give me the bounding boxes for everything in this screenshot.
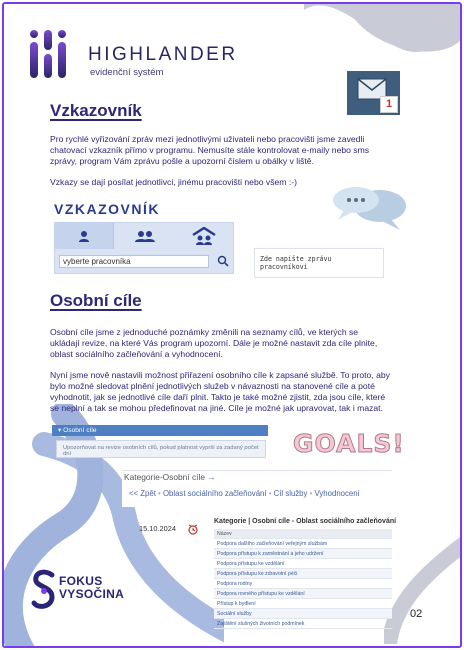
mail-notification[interactable] [347,71,400,115]
workplace-select-input[interactable]: vyberte pracovníka [59,255,209,268]
nav-oblast-link[interactable]: Oblast sociálního začleňování [162,489,267,498]
house-group-icon [192,227,216,245]
nav-cil-sluzby-link[interactable]: Cíl služby [273,489,308,498]
table-row[interactable]: Přístup k bydlení [214,599,392,609]
vzkazovnik-panel [54,222,234,274]
logo-subtitle: evidenční systém [90,67,164,78]
search-icon[interactable] [217,255,229,267]
logo-name: HIGHLANDER [88,44,238,65]
category-title: Kategorie-Osobní cíle → [124,472,216,482]
table-row[interactable]: Podpora přístupu ke vzdělání [214,559,392,569]
chat-bubbles-icon [330,184,410,232]
nav-back-link[interactable]: << Zpět [129,489,156,498]
highlander-logo-icon [28,28,76,80]
page [2,2,462,648]
tab-single-user[interactable] [55,223,114,249]
table-row[interactable]: Podpora přístupu ke zdravotní péči [214,569,392,579]
goals-panel-title: Osobní cíle [63,427,97,434]
table-row[interactable]: Podpora dalšího začleňování veřejným službám [214,539,392,549]
decorative-blob-bottom-right [384,524,462,644]
section-heading-vzkazovnik: Vzkazovník [50,101,142,120]
goals-panel-header [52,425,268,436]
footer-brand-line2: VYSOČINA [59,587,125,601]
goals-table [214,529,392,629]
section2-paragraph-1: Osobní cíle jsme z jednoduché poznámky změnili na seznamy cílů, ve kterých se ukládají revize, na které Vás program upozorní. Dále je možné nastavit zda cíle plnite, oblast sociálního začleňování a vyhodnocení. [50,327,378,359]
fokus-logo-icon [30,569,58,613]
footer-brand-line1: FOKUS [59,574,103,588]
table-title: Kategorie | Osobní cíle - Oblast sociálního začleňování [214,518,397,525]
section2-paragraph-2: Nyní jsme nově nastavili možnost přiřazení osobního cíle k zapsané službě. To proto, aby bylo možné sledovat plnění jednotlivých služeb v návaznosti na stanovené cíle a poté vyhodnotit, jak se jednotlivé cíle daří plnit. Takto je také možné zjistit, zda jsou cíle, které se neplní a tak se mohou předefinovat na jiné. Cíle je možné jak upravovat, tak i mazat. [50,370,390,413]
section-heading-osobni-cile: Osobní cíle [50,291,142,310]
message-input[interactable]: Zde napište zprávu pracovníkovi [254,248,384,278]
goals-revision-note: Upozorňovat na revize osobních cílů, pokud platnost vyprší za zadaný počet dní [56,440,266,458]
table-row[interactable]: Zajištění slušných životních podmínek [214,619,392,629]
alarm-clock-icon [187,523,199,535]
group-icon [134,229,156,243]
section1-paragraph-2: Vzkazy se dají posílat jednotlivci, jinému pracovišti nebo všem :-) [50,177,297,187]
tab-workplace[interactable] [115,223,173,249]
section1-paragraph-1: Pro rychlé vyřizování zpráv mezi jednotlivými uživateli nebo pracovišti jsme zavedli chatovací vzkazník přímo v programu. Nemusíte stále kontrolovat e-maily nebo sms zprávy, program Vám zprávu pošle a upozorní číslem u obálky v liště. [50,134,370,166]
vzkazovnik-banner: VZKAZOVNÍK [54,201,160,217]
table-row[interactable]: Podpora rovného přístupu ke vzdělání [214,589,392,599]
category-nav: << Zpět • Oblast sociálního začleňování • Cíl služby • Vyhodnocení [129,489,360,498]
user-icon [77,229,91,243]
tab-all[interactable] [175,223,233,249]
mail-badge: 1 [380,96,398,113]
arrow-icon: → [207,472,216,482]
table-row[interactable]: Podpora přístupu k zaměstnání a jeho udržení [214,549,392,559]
footer-brand [59,575,124,601]
nav-vyhodnoceni-link[interactable]: Vyhodnocení [314,489,360,498]
goals-lettering: GOALS! [293,429,405,458]
table-header: Název [214,529,392,539]
table-row[interactable]: Sociální služby [214,609,392,619]
page-number: 02 [410,608,423,620]
chevron-down-icon: ▾ [58,427,64,434]
revision-date: 15.10.2024 [139,524,176,533]
table-row[interactable]: Podpora rodiny [214,579,392,589]
